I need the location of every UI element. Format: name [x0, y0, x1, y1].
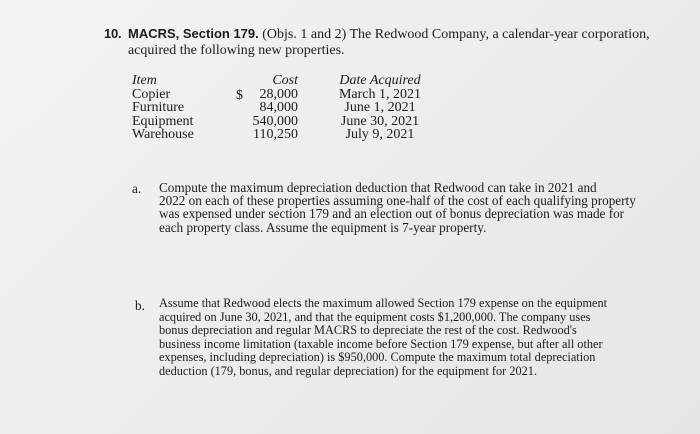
cost-cell: 84,000 [259, 100, 298, 115]
cost-header: Cost [272, 73, 298, 88]
part-a-line: Compute the maximum depreciation deduction that Redwood can take in 2021 and [159, 180, 597, 195]
item-cell: Copier [132, 86, 171, 102]
item-cell: Warehouse [132, 127, 194, 142]
part-b-line: bonus depreciation and regular MACRS to depreciate the rest of the cost. Redwood's [159, 323, 577, 338]
problem-objectives: (Objs. 1 and 2) The Redwood Company, a calendar-year corporation, [262, 27, 650, 42]
date-cell: June 1, 2021 [344, 100, 416, 115]
cost-cell: 28,000 [259, 86, 298, 102]
date-cell: June 30, 2021 [340, 113, 420, 129]
part-a-label: a. [132, 181, 142, 196]
cost-cell: 540,000 [252, 113, 298, 129]
item-cell: Equipment [132, 113, 194, 129]
problem-number: 10. [104, 26, 122, 41]
problem-intro-line2: acquired the following new properties. [128, 43, 345, 58]
cost-column [236, 74, 298, 142]
dollar-sign: $ [236, 87, 243, 103]
part-b-text [159, 297, 637, 379]
date-header: Date Acquired [339, 73, 421, 88]
date-cell: July 9, 2021 [345, 127, 415, 142]
cost-cell: 110,250 [253, 127, 298, 142]
date-column [334, 74, 426, 142]
part-a-text [159, 181, 639, 234]
part-b-line: deduction (179, bonus, and regular depreciation) for the equipment for 2021. [159, 363, 538, 378]
item-cell: Furniture [132, 100, 185, 115]
problem-title: MACRS, Section 179. [128, 26, 259, 41]
part-a-line: each property class. Assume the equipment is 7-year property. [159, 219, 487, 235]
item-header: Item [132, 73, 157, 88]
part-b-line: business income limitation (taxable income before Section 179 expense, but after all other [159, 336, 603, 351]
part-b-label: b. [135, 298, 145, 313]
date-cell: March 1, 2021 [338, 86, 422, 102]
part-b-line: expenses, including depreciation) is $950,000. Compute the maximum total depreciation [159, 350, 596, 365]
part-a-line: was expensed under section 179 and an election out of bonus depreciation was made for [159, 206, 625, 222]
item-column [132, 74, 194, 142]
part-b-line: Assume that Redwood elects the maximum allowed Section 179 expense on the equipment [159, 296, 608, 310]
part-b-line: acquired on June 30, 2021, and that the equipment costs $1,200,000. The company uses [159, 309, 591, 324]
problem-heading [128, 26, 658, 59]
part-a-line: 2022 on each of these properties assuming one-half of the cost of each qualifying property [159, 193, 636, 209]
